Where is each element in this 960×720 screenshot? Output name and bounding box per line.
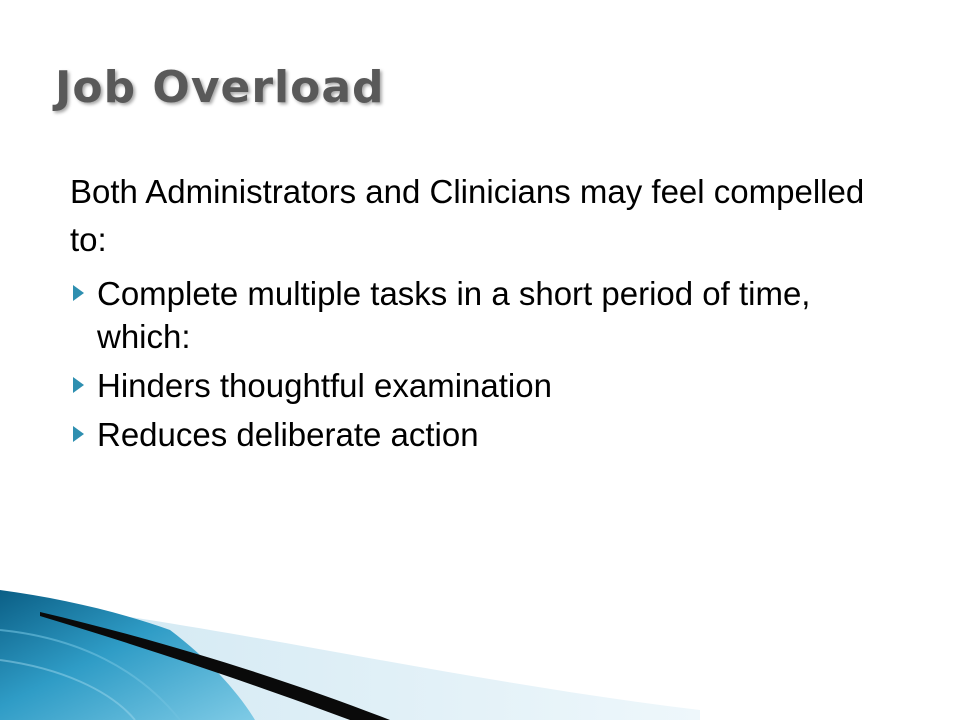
triangle-right-icon xyxy=(73,377,84,393)
bullet-text: Complete multiple tasks in a short period of time, which: xyxy=(97,275,811,355)
bullet-item xyxy=(70,364,870,407)
triangle-right-icon xyxy=(73,426,84,442)
slide-body xyxy=(70,168,870,462)
intro-text: Both Administrators and Clinicians may feel compelled to: xyxy=(70,173,865,258)
bullet-item xyxy=(70,413,870,456)
bullet-text: Hinders thoughtful examination xyxy=(97,367,552,404)
triangle-right-icon xyxy=(73,285,84,301)
bullet-list xyxy=(70,272,870,456)
bullet-item xyxy=(70,272,870,358)
slide-title: Job Overload xyxy=(55,62,385,113)
corner-wave-decoration xyxy=(0,590,960,720)
bullet-text: Reduces deliberate action xyxy=(97,416,479,453)
